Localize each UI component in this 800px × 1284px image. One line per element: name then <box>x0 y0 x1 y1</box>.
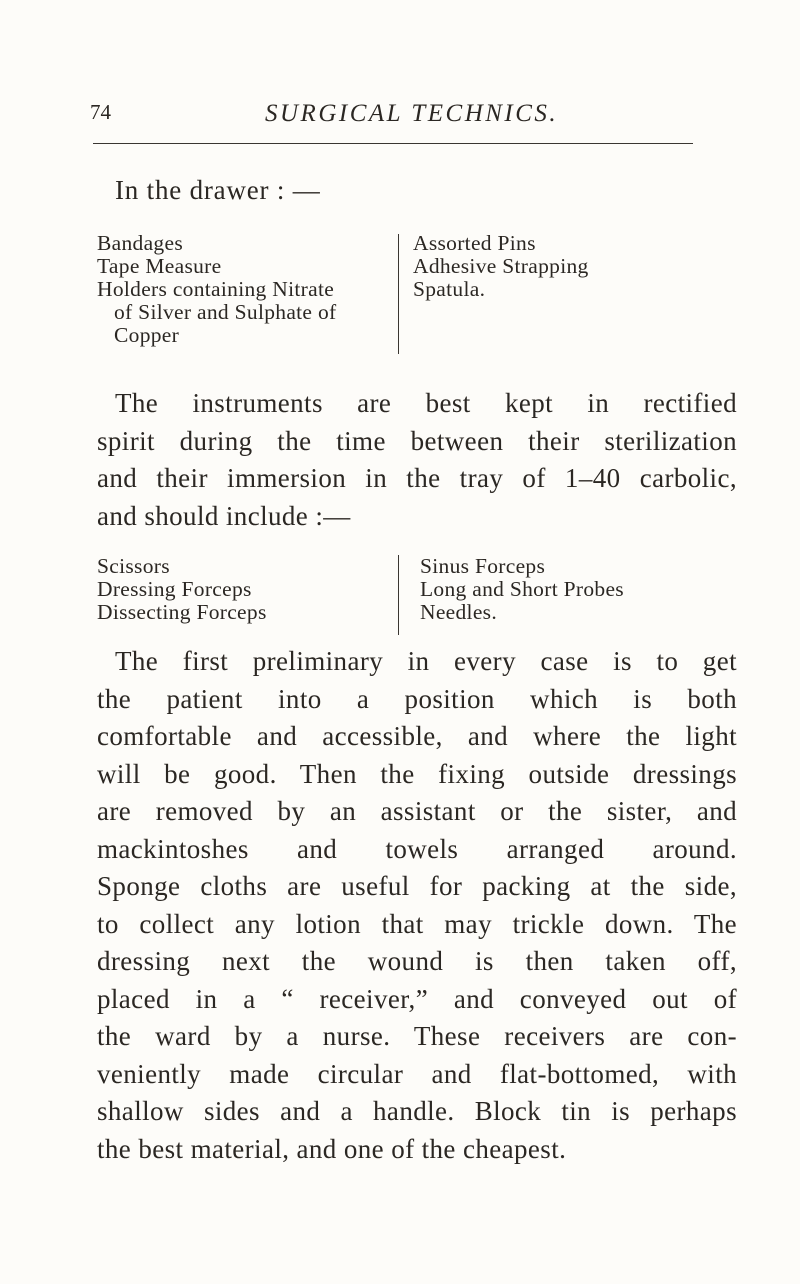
text-line: to collect any lotion that may trickle down. The <box>97 908 737 939</box>
paragraph-preliminary <box>97 643 737 1168</box>
paragraph-instruments <box>97 385 737 535</box>
column-divider <box>398 555 399 635</box>
text-line: are removed by an assistant or the sister, and <box>97 796 737 826</box>
list-item: Spatula. <box>413 277 486 301</box>
text-line: the patient into a position which is both <box>97 683 737 714</box>
text-line: placed in a “ receiver,” and conveyed out of <box>97 983 737 1014</box>
list-item: Dissecting Forceps <box>97 600 267 624</box>
text-line: and their immersion in the tray of 1–40 carbolic, <box>97 463 737 493</box>
list-item: Sinus Forceps <box>420 554 546 578</box>
list-item: Needles. <box>420 600 498 624</box>
list-item: Assorted Pins <box>413 231 536 255</box>
text-line: shallow sides and a handle. Block tin is perhaps <box>97 1096 737 1126</box>
instruments-right-list <box>420 555 624 624</box>
list-item: Scissors <box>97 554 170 578</box>
page-number: 74 <box>90 100 111 124</box>
text-line: veniently made circular and flat-bottomed, with <box>97 1058 737 1089</box>
page-header <box>90 100 730 140</box>
text-line: spirit during the time between their sterilization <box>97 425 737 456</box>
text-line: The instruments are best kept in rectified <box>115 388 737 418</box>
column-divider <box>398 234 399 354</box>
list-item: Tape Measure <box>97 254 222 278</box>
text-line: will be good. Then the fixing outside dressings <box>97 758 737 789</box>
list-item: Bandages <box>97 231 183 255</box>
list-item: Holders containing Nitrate <box>97 277 335 301</box>
header-rule <box>93 143 693 144</box>
instruments-left-list <box>97 555 267 624</box>
drawer-left-list <box>97 232 336 347</box>
list-item: Adhesive Strapping <box>413 254 589 278</box>
list-item: Copper <box>114 323 180 347</box>
text-line: dressing next the wound is then taken off, <box>97 946 737 976</box>
text-line: the best material, and one of the cheapest. <box>97 1133 567 1164</box>
running-title: SURGICAL TECHNICS. <box>265 100 559 127</box>
text-line: mackintoshes and towels arranged around. <box>97 833 737 864</box>
list-item: Dressing Forceps <box>97 577 252 601</box>
text-line: Sponge cloths are useful for packing at the side, <box>97 871 737 901</box>
drawer-heading: In the drawer : — <box>115 175 321 205</box>
drawer-right-list <box>413 232 589 301</box>
list-item: of Silver and Sulphate of <box>114 300 337 324</box>
list-item: Long and Short Probes <box>420 577 624 601</box>
text-line: comfortable and accessible, and where the light <box>97 721 737 751</box>
text-line: and should include :— <box>97 500 351 531</box>
text-line: the ward by a nurse. These receivers are con- <box>97 1021 737 1051</box>
text-line: The first preliminary in every case is to get <box>115 646 737 676</box>
